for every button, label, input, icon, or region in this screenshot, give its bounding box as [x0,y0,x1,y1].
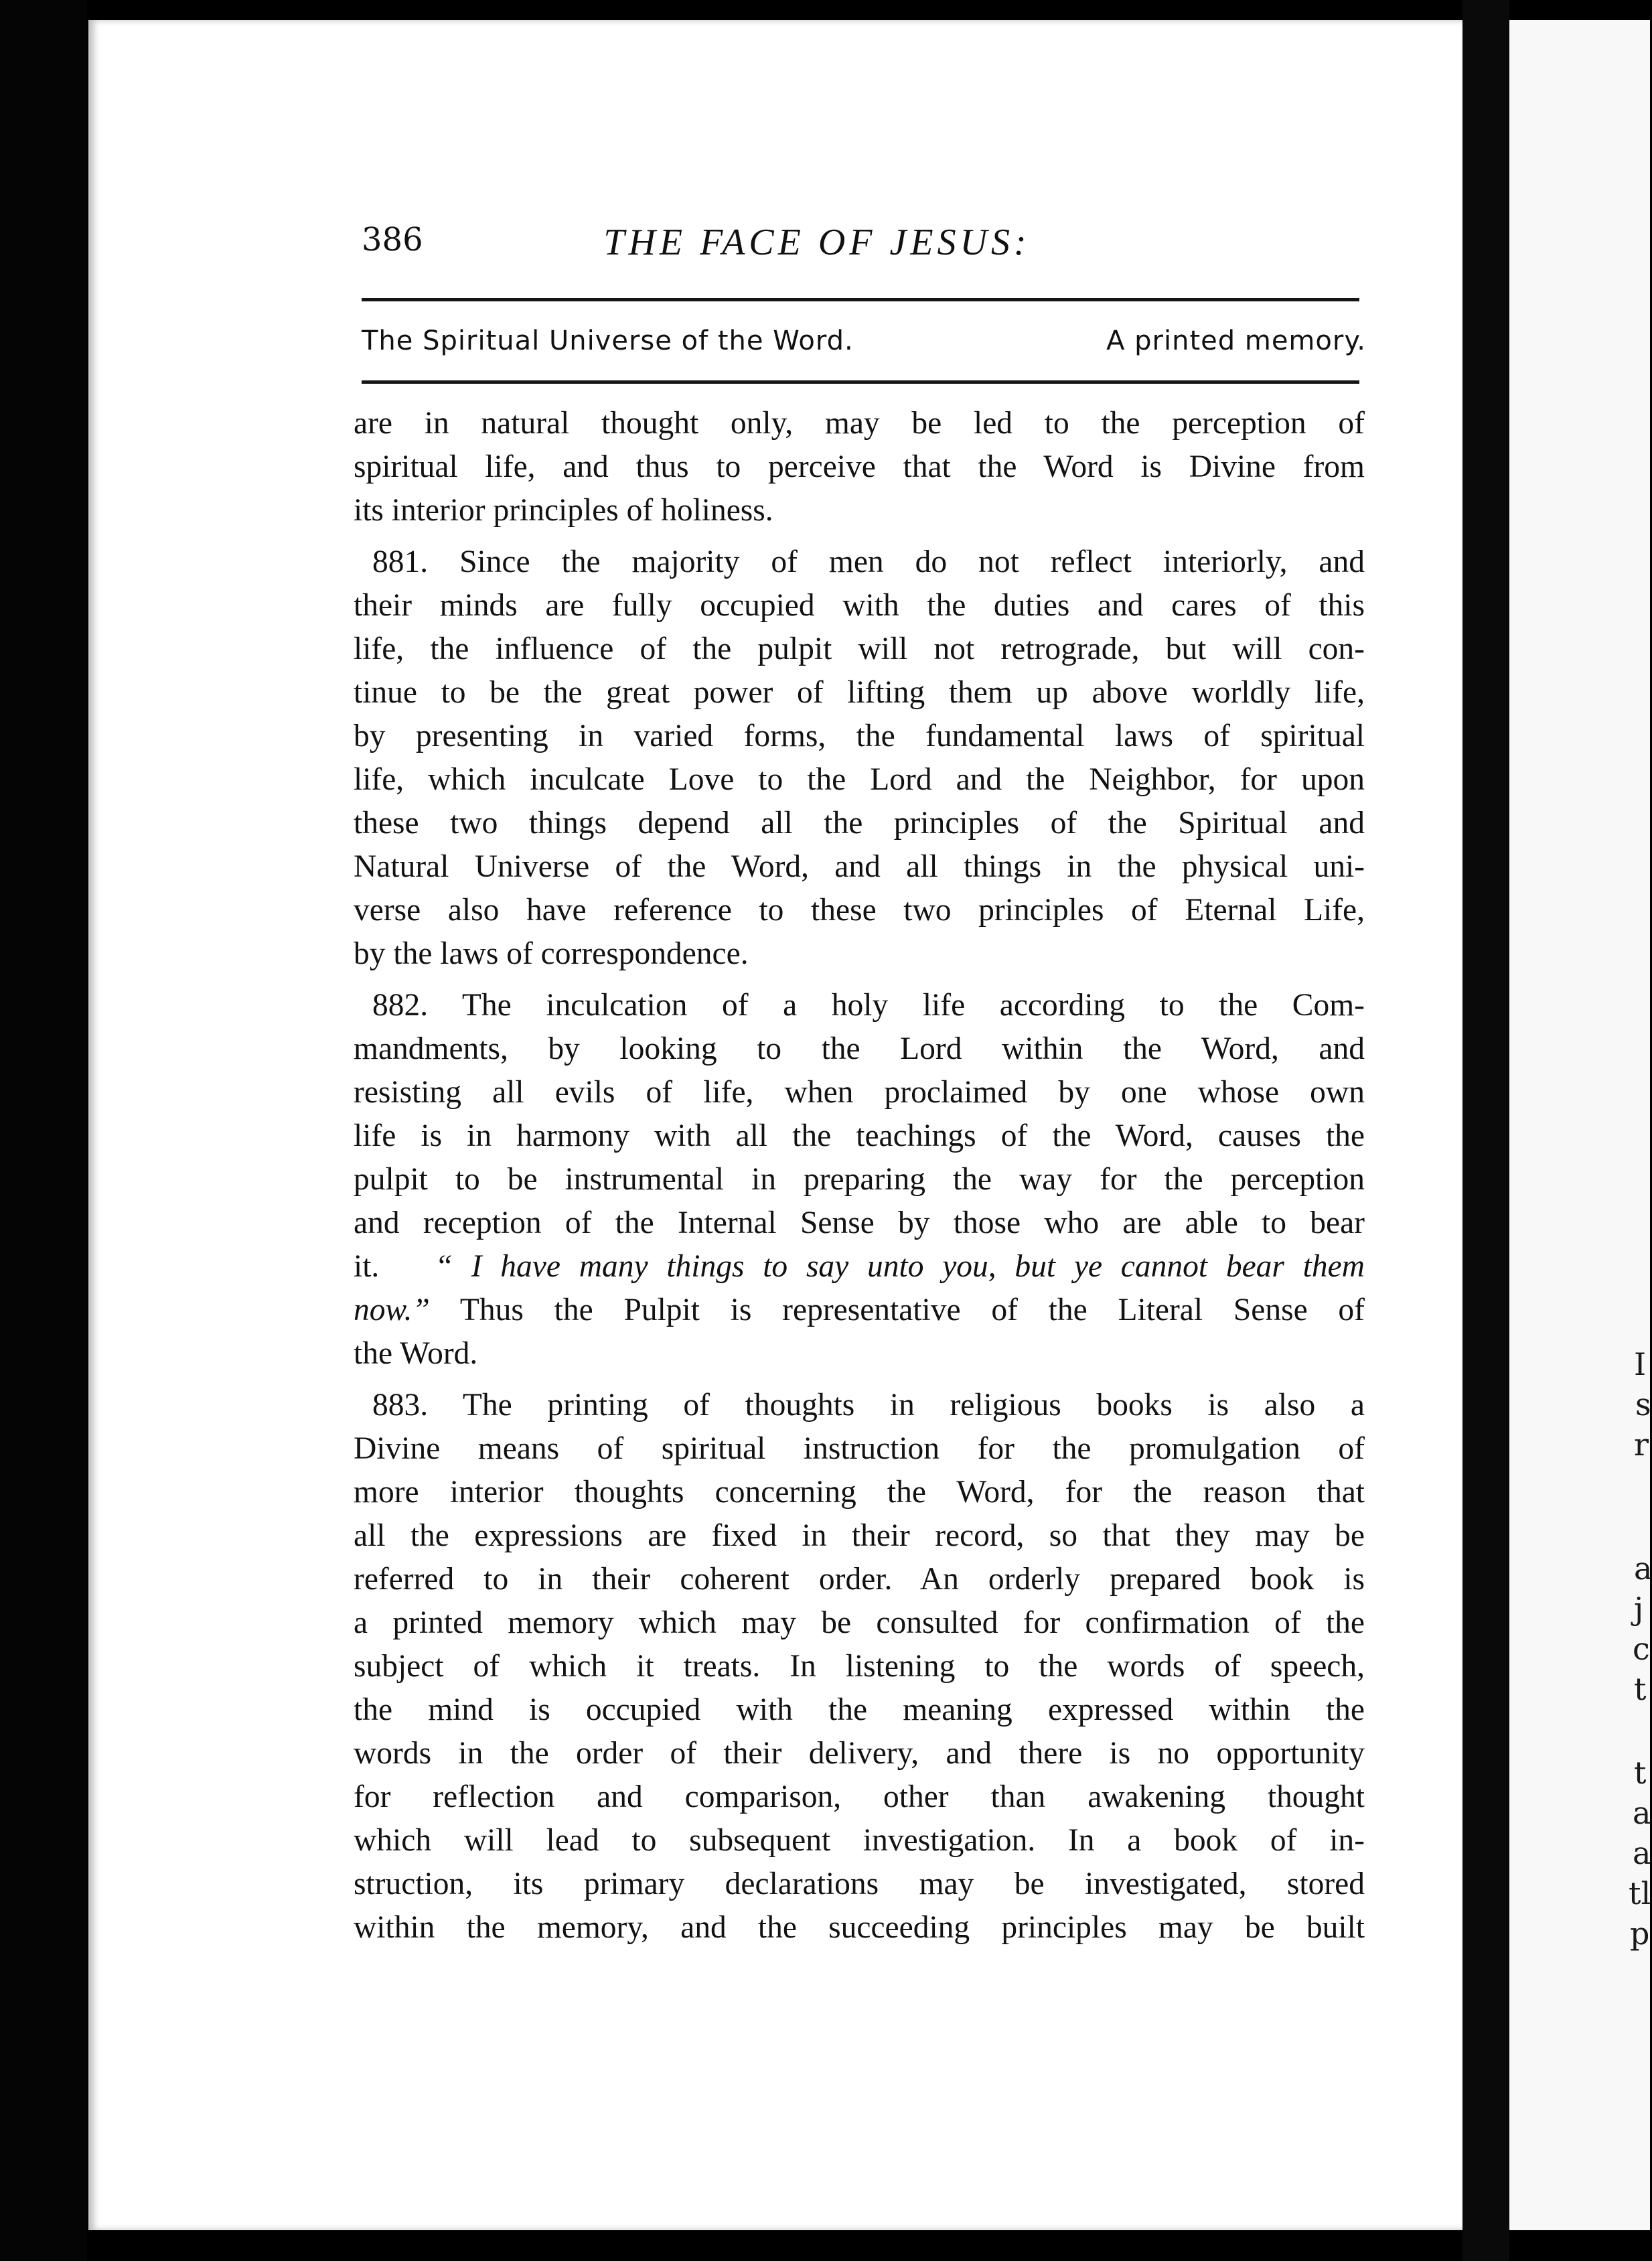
text-line: these two things depend all the principles of the Spiritual and [354,806,1365,841]
text-line: resisting all evils of life, when proclaimed by one whose own [354,1075,1365,1110]
quote-line [354,1245,1365,1289]
text-line: 881. Since the majority of men do not reflect interiorly, and [372,544,1365,579]
paragraph-continuation [354,402,1365,532]
facing-fragment: p [1630,1915,1650,1952]
scanner-border-left [0,0,87,2261]
header-rule-top [362,298,1359,301]
text-line: words in the order of their delivery, and there is no opportunity [354,1736,1365,1771]
facing-fragment: I [1634,1346,1647,1382]
text-line: Divine means of spiritual instruction for the promulgation of [354,1431,1365,1466]
text-line: the mind is occupied with the meaning expressed within the [354,1692,1365,1727]
facing-fragment: tl [1629,1875,1651,1911]
text-line: pulpit to be instrumental in preparing the way for the perception [354,1162,1365,1197]
page-number: 386 [362,221,423,259]
text-line: verse also have reference to these two principles of Eternal Life, [354,893,1365,928]
text-line: life, which inculcate Love to the Lord and the Neighbor, for upon [354,762,1365,797]
quote-line-prefix: it. [354,1249,380,1284]
paragraph-883 [354,1384,1365,1950]
body-text [354,402,1365,1950]
text-line: the Word. [354,1336,478,1371]
facing-fragment: t [1634,1671,1647,1707]
text-line: tinue to be the great power of lifting them up above worldly life, [354,675,1365,710]
facing-fragment: j [1634,1591,1644,1627]
header-rule-bottom [362,380,1359,384]
text-line: 882. The inculcation of a holy life according to the Com- [372,988,1365,1023]
text-line: Natural Universe of the Word, and all things in the physical uni- [354,849,1365,884]
paragraph-882 [354,984,1365,1376]
text-line: spiritual life, and thus to perceive that the Word is Divine from [354,449,1365,484]
facing-fragment: t [1634,1755,1647,1791]
text-line: its interior principles of holiness. [354,493,773,528]
subhead-topic: The Spiritual Universe of the Word. [362,325,854,356]
facing-page-edge [1509,20,1650,2230]
text-line: life, the influence of the pulpit will not retrograde, but will con- [354,632,1365,666]
facing-fragment: a [1633,1835,1651,1871]
text-line: all the expressions are fixed in their record, so that they may be [354,1518,1365,1553]
text-line: 883. The printing of thoughts in religious books is also a [372,1388,1365,1423]
subhead-marginal-note: A printed memory. [1106,325,1366,356]
text-line: referred to in their coherent order. An orderly prepared book is [354,1562,1365,1597]
facing-fragment: s [1635,1386,1651,1423]
text-line: struction, its primary declarations may be investigated, stored [354,1867,1365,1901]
text-line: by presenting in varied forms, the fundamental laws of spiritual [354,719,1365,753]
facing-fragment: a [1634,1550,1652,1587]
quote-end-line [354,1289,1365,1332]
scripture-quote-end: now.” [354,1293,430,1327]
facing-fragment: r [1634,1427,1649,1463]
text-line: a printed memory which may be consulted for confirmation of the [354,1605,1365,1640]
running-title: THE FACE OF JESUS: [603,222,1031,263]
text-line: by the laws of correspondence. [354,936,749,971]
book-gutter [1462,0,1509,2261]
text-line: for reflection and comparison, other than awakening thought [354,1779,1365,1814]
text-line: are in natural thought only, may be led to the perception of [354,406,1365,441]
text-line: life is in harmony with all the teachings of the Word, causes the [354,1118,1365,1153]
text-line: their minds are fully occupied with the duties and cares of this [354,588,1365,623]
facing-fragment: c [1633,1631,1650,1667]
text-line: which will lead to subsequent investigation. In a book of in- [354,1823,1365,1858]
running-header [261,221,1373,275]
text-line: mandments, by looking to the Lord within the Word, and [354,1031,1365,1066]
facing-fragment: a [1633,1795,1651,1831]
text-line: and reception of the Internal Sense by those who are able to bear [354,1206,1365,1240]
text-line: within the memory, and the succeeding principles may be built [354,1910,1365,1945]
text-line: subject of which it treats. In listening to the words of speech, [354,1649,1365,1684]
text-line: more interior thoughts concerning the Word, for the reason that [354,1475,1365,1510]
paragraph-881 [354,540,1365,976]
scripture-quote: “ I have many things to say unto you, but ye cannot bear them [435,1249,1365,1284]
quote-end-rest: Thus the Pulpit is representative of the Literal Sense of [429,1293,1365,1327]
section-subhead [362,320,1366,367]
